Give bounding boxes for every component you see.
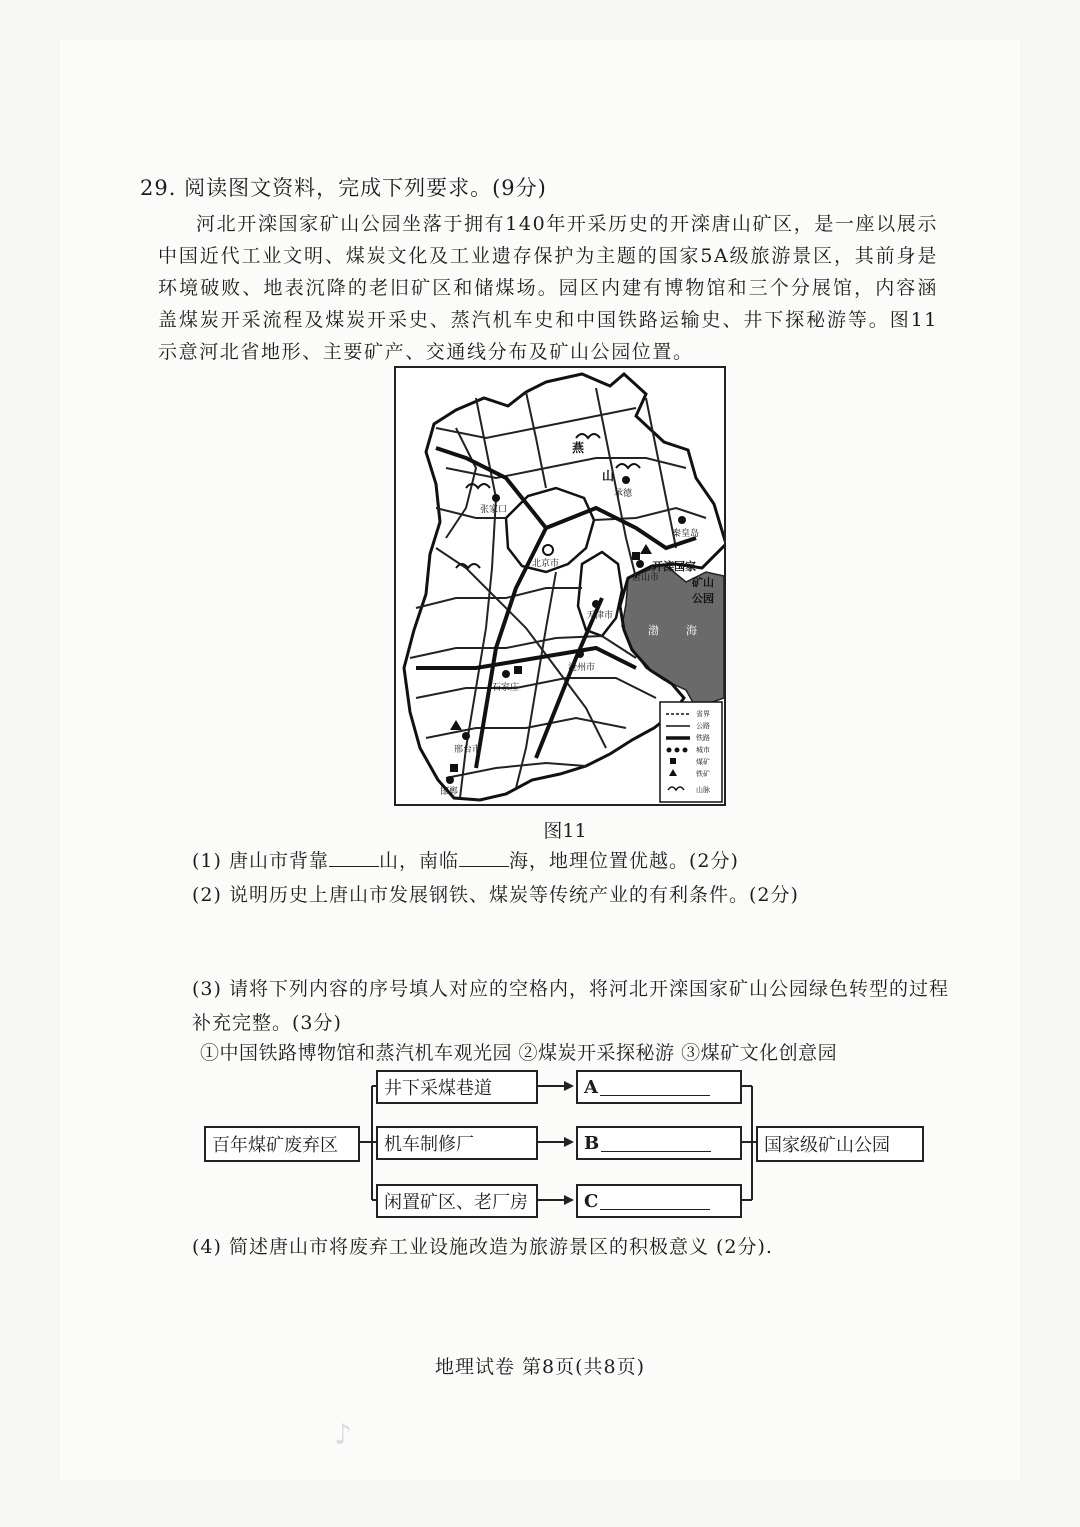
city-label-zhangjiakou: 张家口 — [480, 505, 508, 515]
sub-question-4: (4) 简述唐山市将废弃工业设施改造为旅游景区的积极意义 (2分). — [192, 1236, 773, 1258]
sub-question-3: (3) 请将下列内容的序号填人对应的空格内，将河北开滦国家矿山公园绿色转型的过程补充完整。(3分) — [192, 978, 949, 1034]
city-label-chengde: 承德 — [614, 489, 633, 499]
legend-railway: 铁路 — [696, 734, 710, 742]
mountain-label: 燕 — [572, 441, 585, 455]
page-footer: 地理试卷 第8页(共8页) — [434, 1356, 646, 1378]
flow-start-label: 百年煤矿废弃区 — [212, 1135, 338, 1156]
city-label-tangshan: 唐山市 — [632, 573, 660, 583]
park-label-3: 公园 — [692, 592, 714, 605]
question-title: 29. 阅读图文资料，完成下列要求。(9分) — [140, 176, 547, 200]
flow-start-box — [204, 1126, 360, 1162]
flow-end-label: 国家级矿山公园 — [764, 1135, 890, 1156]
city-label-shijiazhuang: 石家庄 — [492, 683, 520, 693]
sea-label: 渤 — [648, 624, 659, 637]
answer-a-label: A — [584, 1076, 598, 1098]
question-paragraph: 河北开滦国家矿山公园坐落于拥有140年开采历史的开滦唐山矿区，是一座以展示中国近代工业文明、煤炭文化及工业遗存保护为主题的国家5A级旅游景区，其前身是环境破败、地表沉降的老旧矿区和储煤场。园区内建有博物馆和三个分展馆，内容涵盖煤炭开采流程及煤炭开采史、蒸汽机车史和中国铁路运输史、井下探秘游等。图11示意河北省地形、主要矿产、交通线分布及矿山公园位置。 — [158, 213, 938, 363]
city-label-handan: 邯郸 — [440, 787, 459, 797]
park-label: 开滦国家 — [652, 560, 696, 573]
answer-box-b[interactable] — [576, 1126, 742, 1160]
flow-item-shaft-label: 井下采煤巷道 — [384, 1078, 492, 1099]
city-label-xingtai: 邢台市 — [454, 745, 482, 755]
answer-c-label: C — [584, 1190, 599, 1212]
legend-road: 公路 — [696, 722, 710, 730]
mountain-label-2: 山 — [602, 469, 615, 483]
park-label-2: 矿山 — [692, 576, 714, 589]
q1-text-a: (1) 唐山市背靠 — [192, 850, 329, 872]
answer-c-line — [600, 1193, 710, 1210]
city-label-beijing: 北京市 — [532, 559, 560, 569]
sub-question-2: (2) 说明历史上唐山市发展钢铁、煤炭等传统产业的有利条件。(2分) — [192, 884, 799, 906]
answer-box-a[interactable] — [576, 1070, 742, 1104]
legend-city: 城市 — [696, 746, 710, 754]
q1-text-c: 海，地理位置优越。(2分) — [508, 850, 739, 872]
answer-b-line — [601, 1135, 711, 1152]
flow-item-factory — [376, 1126, 538, 1160]
flow-item-idle — [376, 1184, 538, 1218]
answer-b-label: B — [584, 1132, 600, 1154]
option-list: ①中国铁路博物馆和蒸汽机车观光园 ②煤炭开采探秘游 ③煤矿文化创意园 — [200, 1042, 838, 1064]
city-label-cangzhou: 沧州市 — [568, 663, 596, 673]
city-label-qinhuangdao: 秦皇岛 — [672, 529, 700, 539]
flow-item-idle-label: 闲置矿区、老厂房 — [384, 1192, 528, 1213]
answer-a-line — [600, 1079, 710, 1096]
flow-item-factory-label: 机车制修厂 — [384, 1134, 474, 1155]
legend-boundary: 省界 — [696, 710, 710, 718]
figure-caption: 图11 — [543, 820, 587, 842]
legend-coal: 煤矿 — [696, 758, 710, 766]
sea-label-2: 海 — [686, 624, 697, 637]
legend-mountain: 山脉 — [696, 786, 710, 794]
q1-text-b: 山，南临 — [378, 850, 459, 872]
watermark-icon: ♪ — [334, 1418, 352, 1451]
flow-end-box — [756, 1126, 924, 1162]
legend-iron: 铁矿 — [696, 770, 710, 778]
flow-item-shaft — [376, 1070, 538, 1104]
city-label-tianjin: 天津市 — [586, 611, 614, 621]
answer-box-c[interactable] — [576, 1184, 742, 1218]
